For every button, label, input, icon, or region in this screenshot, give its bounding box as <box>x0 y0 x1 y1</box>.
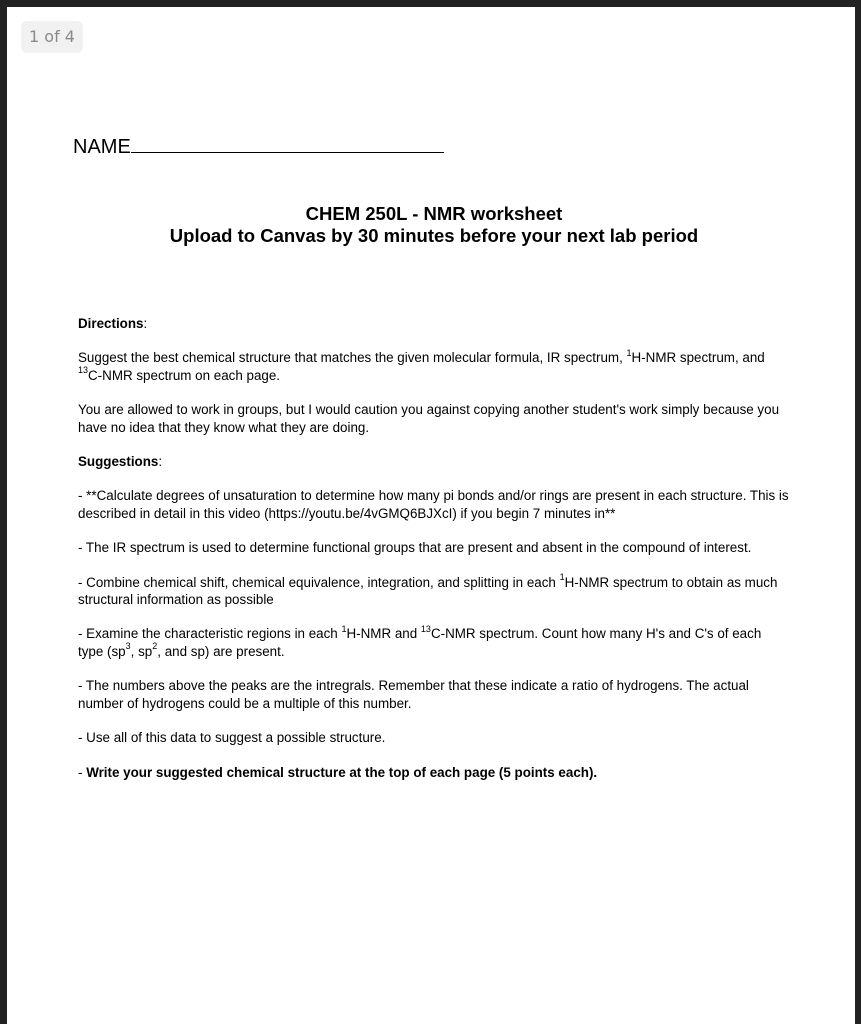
suggestion-4-text-d: , sp <box>130 643 153 659</box>
page-indicator: 1 of 4 <box>21 21 83 53</box>
directions-paragraph-2: You are allowed to work in groups, but I would caution you against copying another student's work simply because you have no idea that they know what they are doing. <box>78 402 780 435</box>
directions-p1-text-c: C-NMR spectrum on each page. <box>88 367 281 383</box>
directions-p1-text-b: H-NMR spectrum, and <box>631 350 765 366</box>
suggestions-heading-text: Suggestions <box>78 454 159 470</box>
suggestion-7-prefix: - <box>78 764 87 780</box>
title-line-2: Upload to Canvas by 30 minutes before your next lab period <box>169 225 699 246</box>
suggestion-2: - The IR spectrum is used to determine functional groups that are present and absent in the compound of interest. <box>78 540 752 556</box>
name-label: NAME <box>73 136 131 158</box>
suggestion-4-text-b: H-NMR and <box>346 626 421 642</box>
suggestion-3-sup-1: 1 <box>559 572 565 583</box>
suggestion-5: - The numbers above the peaks are the intregrals. Remember that these indicate a ratio of hydrogens. The actual number of hydrogens could be a multiple of this number. <box>78 678 749 711</box>
directions-p1-text-a: Suggest the best chemical structure that matches the given molecular formula, IR spectrum, <box>78 350 627 366</box>
suggestion-4-sup-3: 3 <box>125 641 131 652</box>
suggestion-4 <box>78 625 790 660</box>
title-line-1: CHEM 250L - NMR worksheet <box>305 203 563 224</box>
document-body <box>78 315 790 781</box>
suggestion-4-sup-2: 2 <box>152 641 158 652</box>
suggestion-3 <box>78 574 790 609</box>
document-title <box>7 203 855 247</box>
document-page <box>7 7 855 1024</box>
suggestion-7-bold-text: Write your suggested chemical structure at the top of each page (5 points each). <box>86 764 598 780</box>
directions-heading: Directions: <box>78 316 148 331</box>
suggestion-7 <box>78 764 790 781</box>
suggestion-4-text-c: C-NMR spectrum. Count how many H's and C's of each type (sp <box>78 626 762 659</box>
suggestion-4-text-a: - Examine the characteristic regions in each <box>78 626 342 642</box>
directions-p1-sup-1: 1 <box>626 347 632 358</box>
suggestion-4-sup-1: 1 <box>341 624 347 634</box>
suggestion-1: - **Calculate degrees of unsaturation to determine how many pi bonds and/or rings are present in each structure. This is described in detail in this video (https://youtu.be/4vGMQ6BJXcI) if you begin 7 minutes in** <box>78 488 789 521</box>
directions-paragraph-1 <box>78 349 790 384</box>
directions-p1-sup-13: 13 <box>78 365 89 376</box>
suggestion-3-text-b: H-NMR spectrum to obtain as much structural information as possible <box>78 574 778 608</box>
suggestion-3-text-a: - Combine chemical shift, chemical equivalence, integration, and splitting in each <box>78 574 560 590</box>
name-blank-line <box>131 133 444 153</box>
suggestion-4-text-e: , and sp) are present. <box>157 643 285 659</box>
suggestion-6: - Use all of this data to suggest a possible structure. <box>78 730 386 746</box>
name-field <box>73 133 444 159</box>
suggestions-heading: Suggestions: <box>78 454 163 470</box>
directions-heading-text: Directions <box>78 316 144 331</box>
suggestion-4-sup-13: 13 <box>420 624 431 634</box>
